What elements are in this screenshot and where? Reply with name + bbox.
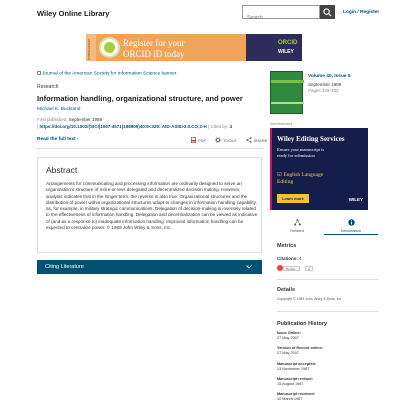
first-published bbox=[37, 117, 102, 122]
ad-headline-line1: Register for your bbox=[123, 38, 185, 48]
search-button[interactable] bbox=[320, 5, 335, 19]
article-section: Research bbox=[37, 84, 59, 90]
ad-service-line2: Editing bbox=[277, 178, 294, 185]
abstract-text: Arrangements for communicating and processing information are ordinarily designed to serve an organization's structure of more-or-less delegated and decentralized decision making. However, analysis indicates that in the longer term, the reverse is also true: Organizational structures and the distribution of power within organizational structures adapt to changes in information handling capability, as, for example, in military strategic communications. Delegation of decision-making is inversely related to the effectiveness of information handling. Delegation and decentralization can be viewed as indicative of (and as a response to) inadequate information handling. Improved information handling can be expected to centralize power. © 1989 John Wiley & Sons, Inc. bbox=[46, 181, 258, 231]
issue-pages: Pages 329-333 bbox=[308, 88, 339, 93]
chevron-down-icon bbox=[245, 263, 253, 271]
orcid-badge-icon bbox=[99, 37, 120, 58]
ad-learn-more-button[interactable]: Learn more bbox=[277, 194, 309, 203]
published-label: First published: bbox=[37, 117, 68, 122]
tab-information[interactable] bbox=[324, 215, 378, 235]
active-tab-indicator bbox=[324, 234, 378, 235]
gear-icon bbox=[215, 137, 221, 143]
sidebar-tabs bbox=[270, 215, 378, 235]
site-logo[interactable]: Wiley Online Library bbox=[37, 9, 110, 18]
journal-banner-image[interactable] bbox=[37, 71, 176, 76]
abstract-heading: Abstract bbox=[46, 165, 78, 175]
ad-service bbox=[277, 172, 323, 186]
ad-subtitle-line2: ready for submission bbox=[277, 152, 315, 158]
history-item: Manuscript accepted: 13 November 1987 bbox=[277, 362, 317, 371]
ad-wiley-logo: WILEY bbox=[348, 197, 363, 202]
history-item: Manuscript revised: 15 August 1987 bbox=[277, 377, 313, 386]
ad-title: Wiley Editing Services bbox=[277, 135, 345, 143]
cited-by-count[interactable]: 4 bbox=[229, 124, 233, 129]
ad-headline bbox=[123, 38, 185, 59]
cited-by-label: Cited by: bbox=[210, 124, 229, 129]
info-icon bbox=[348, 219, 355, 226]
citations-label: Citations: bbox=[277, 256, 298, 261]
advertisement-label: Advertisement bbox=[270, 122, 293, 126]
abstract-section bbox=[37, 157, 262, 253]
orcid-ad-banner[interactable] bbox=[86, 34, 246, 61]
read-full-text-label: Read the full text bbox=[37, 137, 76, 142]
ad-headline-line2: ORCID iD today bbox=[123, 48, 185, 59]
share-icon bbox=[246, 137, 252, 143]
tools-label: TOOLS bbox=[223, 137, 237, 143]
issue-volume-link[interactable]: Volume 40, Issue 5 bbox=[308, 74, 351, 79]
article-title: Information handling, organizational structure, and power bbox=[37, 94, 243, 103]
tools-button[interactable] bbox=[215, 137, 237, 143]
ad-subtitle bbox=[277, 147, 324, 158]
share-button[interactable] bbox=[246, 137, 268, 143]
journal-cover-image[interactable] bbox=[270, 71, 303, 114]
header-divider bbox=[37, 148, 262, 149]
details-divider bbox=[277, 311, 378, 312]
history-item: Issue Online: 27 May 2007 bbox=[277, 331, 301, 340]
login-register-link[interactable]: Login / Register bbox=[343, 10, 380, 15]
broken-image-icon bbox=[37, 71, 41, 75]
publication-history-heading: Publication History bbox=[277, 321, 328, 327]
history-item: Version of Record online: 27 May 2007 bbox=[277, 346, 323, 355]
network-icon bbox=[294, 219, 301, 226]
doi-line: | https://doi.org/10.1002/(SICI)1097-4571(198909)40:5<329::AID-ASI5>3.0.CO;2-H | Cited by: 4 bbox=[37, 124, 233, 129]
ad-service-line1: ☑ English Language bbox=[277, 172, 324, 178]
copyright-text: Copyright © 1989 John Wiley & Sons, Inc. bbox=[277, 297, 343, 301]
orcid-ad-brand-panel[interactable] bbox=[246, 34, 302, 61]
wiley-editing-ad[interactable] bbox=[270, 128, 368, 210]
read-full-text-link[interactable]: Read the full text › bbox=[37, 137, 79, 142]
details-heading: Details bbox=[277, 287, 296, 293]
site-header bbox=[0, 0, 415, 26]
ad-side-strip bbox=[86, 34, 96, 61]
wiley-logo: WILEY bbox=[278, 49, 294, 55]
search-input[interactable] bbox=[243, 12, 319, 24]
citing-literature-toggle[interactable] bbox=[37, 260, 262, 274]
search-field[interactable] bbox=[242, 5, 320, 19]
metrics-heading: Metrics bbox=[277, 243, 297, 249]
journal-banner-alt: Journal of the American Society for Information Science banner bbox=[42, 71, 177, 77]
citing-literature-label: Citing Literature bbox=[45, 264, 84, 270]
doi-link[interactable]: https://doi.org/10.1002/(SICI)1097-4571(198909)40:5<329::AID-ASI5>3.0.CO;2-H bbox=[39, 124, 207, 129]
ad-side-label: ADVERTISEMENT bbox=[87, 39, 90, 61]
pdf-icon bbox=[191, 137, 196, 143]
tab-information-label: Information bbox=[340, 228, 361, 233]
ad-subtitle-line1: Ensure your manuscript is bbox=[277, 147, 325, 152]
share-label: SHARE bbox=[253, 137, 268, 143]
history-item: Manuscript received: 10 March 1987 bbox=[277, 392, 315, 401]
author-link[interactable]: Michael K. Buckland bbox=[37, 107, 81, 112]
tab-related-label: Related bbox=[290, 228, 304, 233]
article-tools bbox=[191, 137, 267, 143]
metrics-divider bbox=[277, 279, 378, 280]
altmetric-details: Details bbox=[283, 266, 300, 271]
published-date: September 1989 bbox=[68, 117, 103, 122]
search-icon bbox=[323, 8, 332, 17]
pdf-label: PDF bbox=[198, 137, 206, 143]
orcid-logo: ORCID bbox=[278, 40, 298, 46]
tab-related[interactable] bbox=[270, 215, 324, 235]
citations-value: 4 bbox=[299, 256, 302, 261]
citations-count bbox=[277, 256, 302, 261]
pdf-button[interactable] bbox=[191, 137, 206, 143]
altmetric-score: 1 bbox=[305, 266, 313, 271]
issue-date: September 1989 bbox=[308, 82, 342, 87]
